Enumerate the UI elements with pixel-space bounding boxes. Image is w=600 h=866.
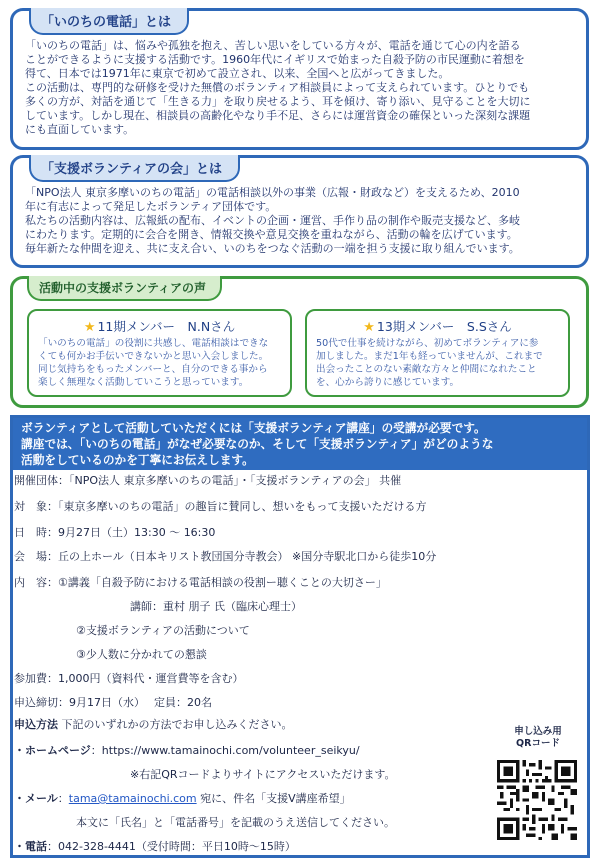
mail-separator: ： xyxy=(57,792,69,805)
datetime-row: 日 時：9月27日（土）13:30 ～ 16:30 xyxy=(14,526,216,539)
qr-label xyxy=(496,726,580,750)
apply-method-row xyxy=(14,716,293,732)
text-line: 活動をしているのかを丁寧にお伝えします。 xyxy=(21,453,254,467)
text-line: 年に有志によって発足したボランティア団体です。 xyxy=(25,200,277,213)
mail-subject-text: 宛に、件名「支援V講座希望」 xyxy=(196,792,351,805)
text-line: 加しました。まだ1年も経っていませんが、これまで xyxy=(316,351,543,362)
lecturer-row: 講師：重村 朋子 氏（臨床心理士） xyxy=(130,600,302,613)
text-line: 楽しく無理なく活動していこうと思っています。 xyxy=(38,377,249,388)
target-row: 対 象：「東京多摩いのちの電話」の趣旨に賛同し、想いをもって支援いただける方 xyxy=(14,500,427,513)
homepage-note: ※右記QRコードよりサイトにアクセスいただけます。 xyxy=(130,768,396,781)
text-line: 同じ気持ちをもったメンバーと、自分のできる事から xyxy=(38,364,268,375)
mail-row xyxy=(14,790,351,806)
member-card xyxy=(27,309,292,397)
member-name: 13期メンバー S.Sさん xyxy=(376,319,512,334)
organizer-row: 開催団体：「NPO法人 東京多摩いのちの電話」・「支援ボランティアの会」 共催 xyxy=(14,474,402,487)
mail-label: ・メール xyxy=(14,792,58,805)
section-title: 活動中の支援ボランティアの声 xyxy=(27,276,222,301)
member-comment xyxy=(38,337,284,389)
content-row-1: 内 容：①講義「自殺予防における電話相談の役割ー聴くことの大切さー」 xyxy=(14,576,387,589)
section-text xyxy=(25,39,576,137)
qr-label-line: QRコード xyxy=(516,738,560,749)
text-line: 出会ったことのない素敵な方々と仲間になれたこと xyxy=(316,364,537,375)
text-line: 50代で仕事を続けながら、初めてボランティアに参 xyxy=(316,338,539,349)
deadline-row: 申込締切：9月17日（水） 定員：20名 xyxy=(14,696,212,709)
section-title: 「支援ボランティアの会」とは xyxy=(29,155,240,182)
content-row-3: ③少人数に分かれての懇談 xyxy=(76,648,207,661)
content-row-2: ②支援ボランティアの活動について xyxy=(76,624,250,637)
homepage-label: ・ホームページ xyxy=(14,744,91,757)
text-line: を、心から誇りに感じています。 xyxy=(316,377,460,388)
text-line: 毎年新たな仲間を迎え、共に支え合い、いのちをつなぐ活動の一端を担う支援に取り組んでいます。 xyxy=(25,242,520,255)
text-line: くても何かお手伝いできないかと思い入会しました。 xyxy=(38,351,269,362)
fee-row: 参加費：1,000円（資料代・運営費等を含む） xyxy=(14,672,244,685)
homepage-row xyxy=(14,742,360,758)
seminar-header xyxy=(13,418,587,470)
mail-note: 本文に「氏名」と「電話番号」を記載のうえ送信してください。 xyxy=(76,816,395,829)
text-line: 「いのちの電話」は、悩みや孤独を抱え、苦しい思いをしている方々が、電話を通じて心の内を語る xyxy=(25,39,521,52)
qr-code-icon[interactable] xyxy=(497,760,577,840)
apply-method-text: 下記のいずれかの方法でお申し込みください。 xyxy=(61,718,293,731)
text-line: にわたります。定期的に会合を開き、情報交換や意見交換を重ねながら、活動の輪を広げています。 xyxy=(25,228,518,241)
section-support-volunteer xyxy=(10,155,589,268)
star-icon: ★ xyxy=(363,320,375,335)
text-line: 講座では、「いのちの電話」がなぜ必要なのか、そして「支援ボランティア」がどのような xyxy=(21,437,494,451)
homepage-url[interactable]: ：https://www.tamainochi.com/volunteer_seikyu/ xyxy=(90,744,360,757)
tel-row xyxy=(14,838,296,854)
tel-text: ：042-328-4441（受付時間：平日10時～15時） xyxy=(47,840,296,853)
member-name-row xyxy=(307,317,568,335)
member-name: 11期メンバー N.Nさん xyxy=(97,319,236,334)
text-line: ことができるように支援する活動です。1960年代にイギリスで始まった自殺予防の市民運動に着想を xyxy=(25,53,525,66)
venue-row: 会 場：丘の上ホール（日本キリスト教団国分寺教会） ※国分寺駅北口から徒歩10分 xyxy=(14,550,437,563)
section-volunteer-voices xyxy=(10,276,589,408)
section-inochi-denwa xyxy=(10,8,589,150)
text-line: ボランティアとして活動していただくには「支援ボランティア講座」の受講が必要です。 xyxy=(21,421,486,435)
text-line: この活動は、専門的な研修を受けた無償のボランティア相談員によって支えられています。ひとりでも xyxy=(25,81,530,94)
member-name-row xyxy=(29,317,290,335)
text-line: 「NPO法人 東京多摩いのちの電話」の電話相談以外の事業（広報・財政など）を支えるため、2010 xyxy=(25,186,520,199)
section-title: 「いのちの電話」とは xyxy=(29,8,189,35)
apply-method-label: 申込方法 xyxy=(14,718,58,731)
text-line: 多くの方が、対話を通じて「生きる力」を取り戻せるよう、耳を傾け、寄り添い、見守ることを大切に xyxy=(25,95,531,108)
star-icon: ★ xyxy=(83,320,96,335)
text-line: 「いのちの電話」の役割に共感し、電話相談はできな xyxy=(38,338,269,349)
section-text xyxy=(25,186,576,256)
text-line: 得て、日本では1971年に東京で初めて設立され、以来、全国へと広がってきました。 xyxy=(25,67,450,80)
tel-label: ・電話 xyxy=(14,840,47,853)
member-comment xyxy=(316,337,562,389)
qr-label-line: 申し込み用 xyxy=(514,726,562,737)
text-line: にも直面しています。 xyxy=(25,123,135,136)
member-card xyxy=(305,309,570,397)
text-line: 私たちの活動内容は、広報紙の配布、イベントの企画・運営、手作り品の制作や販売支援など、多岐 xyxy=(25,214,520,227)
mail-address-link[interactable]: tama@tamainochi.com xyxy=(68,792,197,805)
text-line: しています。しかし現在、相談員の高齢化やなり手不足、さらには運営資金の確保といった深刻な課題 xyxy=(25,109,531,122)
